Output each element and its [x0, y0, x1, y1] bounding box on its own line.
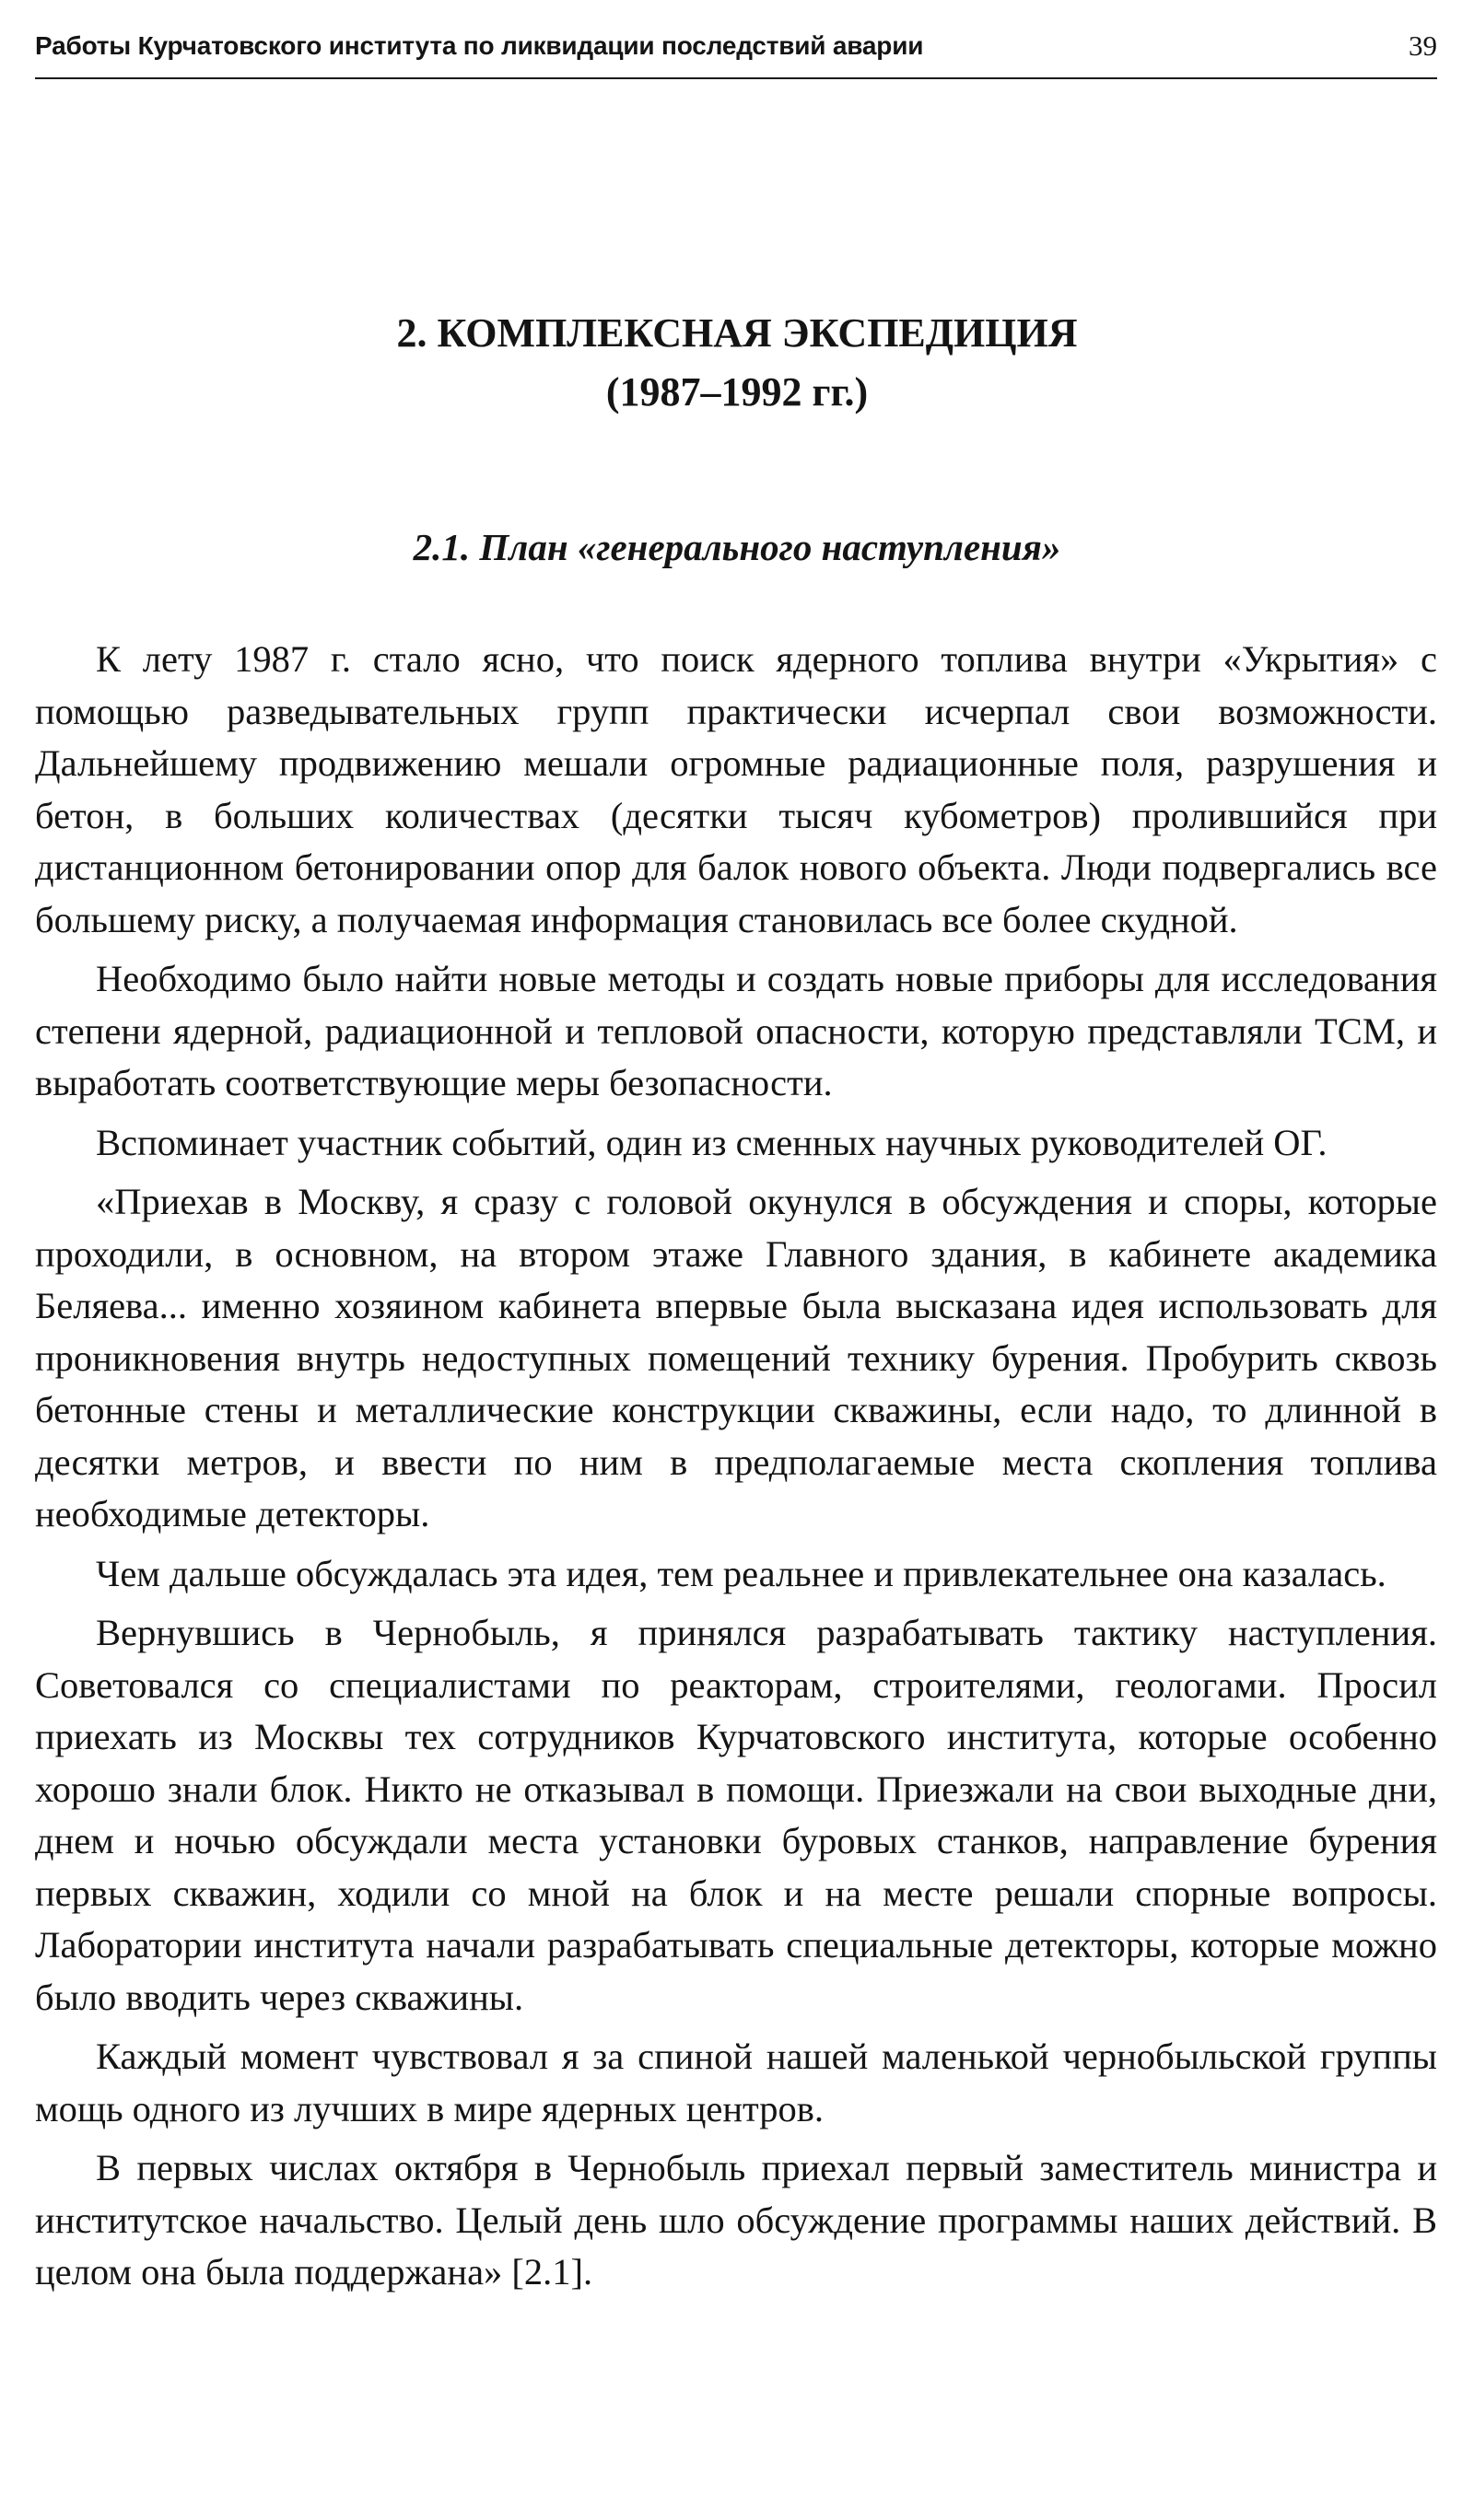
paragraph-8: В первых числах октября в Чернобыль приехал первый заместитель министра и институтское начальство. Целый день шло обсуждение программы наших действий. В целом она была поддержана» [2.1].	[35, 2147, 1437, 2292]
paragraph-6: Вернувшись в Чернобыль, я принялся разрабатывать тактику наступления. Советовался со специалистами по реакторам, строителями, геологами. Просил приехать из Москвы тех сотрудников Курчатовского института, которые особенно хорошо знали блок. Никто не отказывал в помощи. Приезжали на свои выходные дни, днем и ночью обсуждали места установки буровых станков, направление бурения первых скважин, ходили со мной на блок и на месте решали спорные вопросы. Лаборатории института начали разрабатывать специальные детекторы, которые можно было вводить через скважины.	[35, 1612, 1437, 2018]
running-title: Работы Курчатовского института по ликвидации последствий аварии	[35, 31, 924, 60]
paragraph-7: Каждый момент чувствовал я за спиной нашей маленькой чернобыльской группы мощь одного из лучших в мире ядерных центров.	[35, 2036, 1437, 2129]
body-text	[35, 634, 1437, 2306]
page-number: 39	[1409, 29, 1437, 62]
paragraph-2: Необходимо было найти новые методы и создать новые приборы для исследования степени ядерной, радиационной и тепловой опасности, которую представляли ТСМ, и выработать соответствующие меры безопасности.	[35, 958, 1437, 1103]
chapter-title-line-1: 2. КОМПЛЕКСНАЯ ЭКСПЕДИЦИЯ	[396, 310, 1078, 356]
paragraph-3: Вспоминает участник событий, один из сменных научных руководителей ОГ.	[96, 1121, 1328, 1163]
paragraph-1: К лету 1987 г. стало ясно, что поиск ядерного топлива внутри «Укрытия» с помощью разведывательных групп практически исчерпал свои возможности. Дальнейшему продвижению мешали огромные радиационные поля, разрушения и бетон, в больших количествах (десятки тысяч кубометров) пролившийся при дистанционном бетонировании опор для балок нового объекта. Люди подвергались все большему риску, а получаемая информация становилась все более скудной.	[35, 638, 1437, 940]
paragraph-4-quote: «Приехав в Москву, я сразу с головой окунулся в обсуждения и споры, которые проходили, в основном, на втором этаже Главного здания, в кабинете академика Беляева... именно хозяином кабинета впервые была высказана идея использовать для проникновения внутрь недоступных помещений технику бурения. Пробурить сквозь бетонные стены и металлические конструкции скважины, если надо, то длинной в десятки метров, и ввести по ним в предполагаемые места скопления топлива необходимые детекторы.	[35, 1181, 1437, 1534]
chapter-title	[0, 304, 1474, 422]
running-header	[35, 28, 1437, 79]
chapter-title-line-2: (1987–1992 гг.)	[605, 369, 869, 414]
section-title: 2.1. План «генерального наступления»	[413, 526, 1061, 568]
paragraph-5: Чем дальше обсуждалась эта идея, тем реальнее и привлекательнее она казалась.	[96, 1552, 1386, 1594]
